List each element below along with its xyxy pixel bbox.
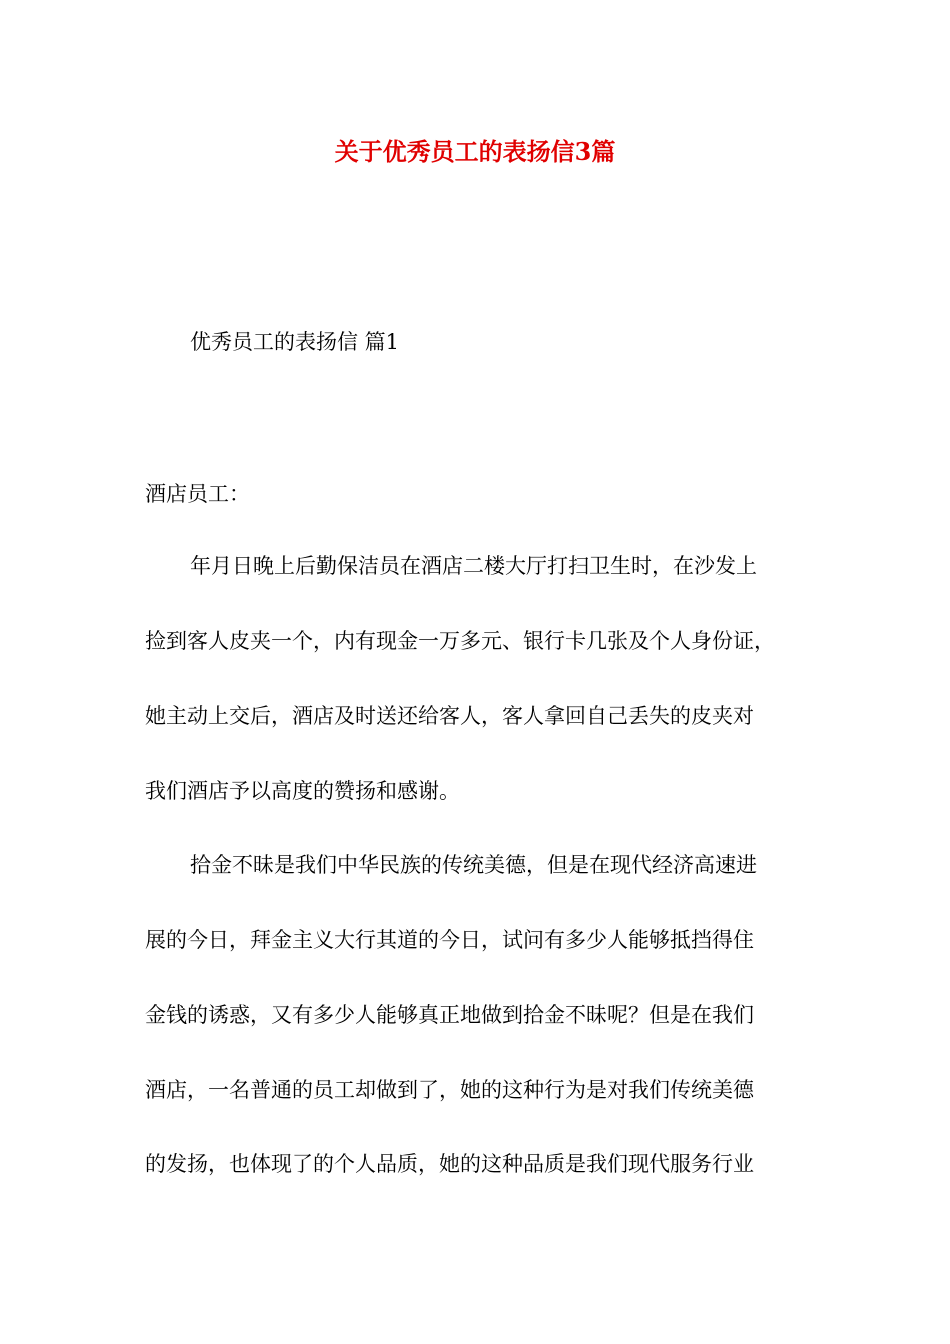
paragraph-1-line-1: 年月日晚上后勤保洁员在酒店二楼大厅打扫卫生时，在沙发上 bbox=[190, 554, 757, 578]
paragraph-2-line-4: 酒店，一名普通的员工却做到了，她的这种行为是对我们传统美德 bbox=[145, 1078, 754, 1102]
paragraph-2-line-5: 的发扬，也体现了的个人品质，她的这种品质是我们现代服务行业 bbox=[145, 1152, 754, 1176]
paragraph-1-line-4: 我们酒店予以高度的赞扬和感谢。 bbox=[145, 779, 460, 803]
paragraph-2-line-2: 展的今日，拜金主义大行其道的今日，试问有多少人能够抵挡得住 bbox=[145, 928, 754, 952]
paragraph-1-line-2: 捡到客人皮夹一个，内有现金一万多元、银行卡几张及个人身份证， bbox=[145, 629, 775, 653]
paragraph-1-line-3: 她主动上交后，酒店及时送还给客人，客人拿回自己丢失的皮夹对 bbox=[145, 704, 754, 728]
page-title: 关于优秀员工的表扬信3篇 bbox=[334, 137, 616, 166]
paragraph-2-line-1: 拾金不昧是我们中华民族的传统美德，但是在现代经济高速进 bbox=[190, 853, 757, 877]
letter-heading: 优秀员工的表扬信 篇1 bbox=[190, 330, 400, 354]
salutation: 酒店员工： bbox=[145, 482, 250, 506]
paragraph-2-line-3: 金钱的诱惑，又有多少人能够真正地做到拾金不昧呢？但是在我们 bbox=[145, 1003, 754, 1027]
